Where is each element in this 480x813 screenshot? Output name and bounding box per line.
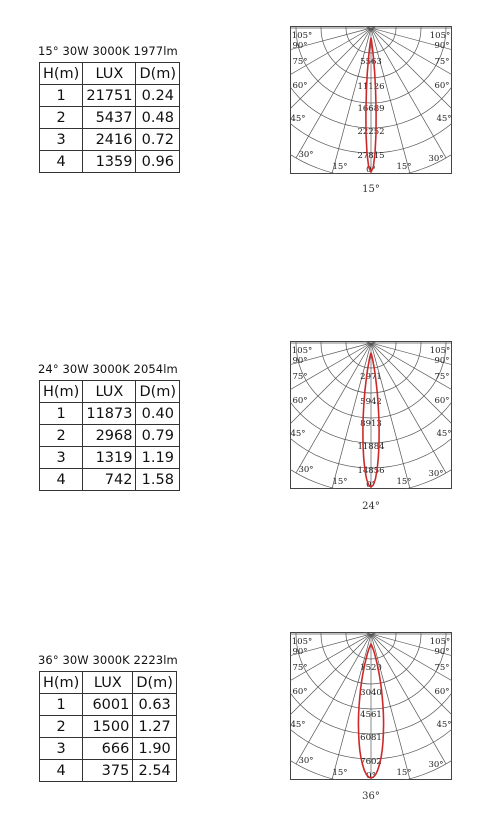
spec-title: 24° 30W 3000K 2054lm	[38, 362, 178, 376]
ring-value-label: 4561	[360, 710, 382, 720]
angle-label-90-right: 90°	[434, 41, 450, 51]
cell-height: 2	[40, 425, 83, 447]
cell-lux: 1500	[83, 716, 133, 738]
angle-label-30-left: 30°	[298, 150, 314, 160]
angle-label-105-right: 105°	[429, 346, 451, 356]
table-row	[40, 129, 180, 151]
cell-diameter: 0.63	[133, 694, 177, 716]
cell-lux: 6001	[83, 694, 133, 716]
table-row	[40, 403, 180, 425]
angle-label-105-left: 105°	[291, 637, 313, 647]
table-header-row	[40, 381, 180, 403]
angle-label-30-right: 30°	[428, 154, 444, 164]
cell-diameter: 0.48	[136, 107, 180, 129]
polar-light-distribution-diagram	[290, 341, 452, 489]
cell-lux: 666	[83, 738, 133, 760]
header-lux: LUX	[83, 381, 136, 403]
ring-value-label: 3040	[360, 688, 382, 698]
beam-angle-caption: 15°	[362, 184, 380, 195]
cell-lux: 1319	[83, 447, 136, 469]
lux-table	[39, 62, 180, 173]
table-row	[40, 151, 180, 173]
table-header-row	[40, 63, 180, 85]
angle-label-15-right: 15°	[396, 768, 412, 778]
angle-label-15-right: 15°	[396, 162, 412, 172]
ring-value-label: 1520	[360, 663, 382, 673]
cell-lux: 2968	[83, 425, 136, 447]
cell-diameter: 0.72	[136, 129, 180, 151]
header-diameter: D(m)	[136, 63, 180, 85]
angle-label-15-right: 15°	[396, 477, 412, 487]
cell-height: 2	[40, 716, 83, 738]
angle-label-30-left: 30°	[298, 465, 314, 475]
table-row	[40, 716, 177, 738]
angle-label-15-left: 15°	[332, 768, 348, 778]
ring-value-label: 5942	[360, 397, 382, 407]
cell-diameter: 0.96	[136, 151, 180, 173]
ring-value-label: 22252	[357, 127, 385, 137]
table-header-row	[40, 672, 177, 694]
header-height: H(m)	[40, 63, 83, 85]
angle-label-45-right: 45°	[436, 720, 452, 730]
angle-label-75-right: 75°	[434, 663, 450, 673]
angle-label-90-left: 90°	[292, 41, 308, 51]
angle-label-0: 0°	[366, 165, 376, 174]
table-row	[40, 694, 177, 716]
angle-label-30-right: 30°	[428, 760, 444, 770]
cell-diameter: 1.90	[133, 738, 177, 760]
cell-height: 2	[40, 107, 83, 129]
cell-height: 3	[40, 129, 83, 151]
polar-light-distribution-diagram	[290, 26, 452, 174]
cell-height: 4	[40, 151, 83, 173]
cell-lux: 11873	[83, 403, 136, 425]
angle-label-105-right: 105°	[429, 31, 451, 41]
ring-value-label: 27815	[357, 151, 385, 161]
table-row	[40, 760, 177, 782]
angle-label-105-left: 105°	[291, 346, 313, 356]
angle-label-30-left: 30°	[298, 756, 314, 766]
cell-height: 4	[40, 760, 83, 782]
header-height: H(m)	[40, 381, 83, 403]
angle-label-105-right: 105°	[429, 637, 451, 647]
ring-value-label: 14856	[357, 466, 385, 476]
table-row	[40, 425, 180, 447]
angle-label-90-right: 90°	[434, 647, 450, 657]
cell-diameter: 1.19	[136, 447, 180, 469]
cell-diameter: 0.79	[136, 425, 180, 447]
angle-label-60-right: 60°	[434, 396, 450, 406]
ring-value-label: 11884	[357, 442, 385, 452]
table-row	[40, 85, 180, 107]
spec-title: 15° 30W 3000K 1977lm	[38, 44, 178, 58]
angle-label-75-left: 75°	[292, 663, 308, 673]
angle-label-45-right: 45°	[436, 429, 452, 439]
polar-light-distribution-diagram	[290, 632, 452, 780]
table-row	[40, 107, 180, 129]
angle-label-60-right: 60°	[434, 81, 450, 91]
cell-height: 1	[40, 85, 83, 107]
cell-lux: 21751	[83, 85, 136, 107]
ring-value-label: 5563	[360, 57, 382, 67]
cell-diameter: 1.27	[133, 716, 177, 738]
angle-label-75-left: 75°	[292, 57, 308, 67]
angle-label-90-left: 90°	[292, 647, 308, 657]
angle-label-60-right: 60°	[434, 687, 450, 697]
cell-diameter: 1.58	[136, 469, 180, 491]
lux-table	[39, 380, 180, 491]
angle-label-60-left: 60°	[292, 81, 308, 91]
cell-height: 1	[40, 694, 83, 716]
angle-label-0: 0°	[366, 480, 376, 489]
cell-diameter: 0.24	[136, 85, 180, 107]
angle-label-45-left: 45°	[290, 114, 306, 124]
header-lux: LUX	[83, 63, 136, 85]
cell-lux: 742	[83, 469, 136, 491]
angle-label-0: 0°	[366, 771, 376, 780]
angle-label-15-left: 15°	[332, 162, 348, 172]
beam-angle-caption: 24°	[362, 501, 380, 512]
cell-height: 3	[40, 738, 83, 760]
cell-lux: 2416	[83, 129, 136, 151]
cell-lux: 375	[83, 760, 133, 782]
angle-label-60-left: 60°	[292, 687, 308, 697]
table-row	[40, 738, 177, 760]
table-row	[40, 447, 180, 469]
ring-value-label: 11126	[357, 82, 385, 92]
angle-label-90-left: 90°	[292, 356, 308, 366]
ring-value-label: 7602	[360, 757, 382, 767]
cell-diameter: 2.54	[133, 760, 177, 782]
ring-value-label: 2971	[360, 372, 382, 382]
cell-height: 4	[40, 469, 83, 491]
angle-label-105-left: 105°	[291, 31, 313, 41]
angle-label-30-right: 30°	[428, 469, 444, 479]
angle-label-90-right: 90°	[434, 356, 450, 366]
header-lux: LUX	[83, 672, 133, 694]
cell-height: 1	[40, 403, 83, 425]
lux-table	[39, 671, 177, 782]
cell-lux: 1359	[83, 151, 136, 173]
beam-angle-caption: 36°	[362, 791, 380, 802]
angle-label-75-right: 75°	[434, 57, 450, 67]
ring-value-label: 8913	[360, 419, 382, 429]
header-height: H(m)	[40, 672, 83, 694]
angle-label-75-right: 75°	[434, 372, 450, 382]
cell-diameter: 0.40	[136, 403, 180, 425]
angle-label-45-left: 45°	[290, 720, 306, 730]
table-row	[40, 469, 180, 491]
ring-value-label: 16689	[357, 104, 385, 114]
angle-label-45-right: 45°	[436, 114, 452, 124]
angle-label-75-left: 75°	[292, 372, 308, 382]
header-diameter: D(m)	[133, 672, 177, 694]
angle-label-15-left: 15°	[332, 477, 348, 487]
angle-label-60-left: 60°	[292, 396, 308, 406]
cell-lux: 5437	[83, 107, 136, 129]
ring-value-label: 6081	[360, 733, 382, 743]
header-diameter: D(m)	[136, 381, 180, 403]
angle-label-45-left: 45°	[290, 429, 306, 439]
cell-height: 3	[40, 447, 83, 469]
spec-title: 36° 30W 3000K 2223lm	[38, 653, 178, 667]
